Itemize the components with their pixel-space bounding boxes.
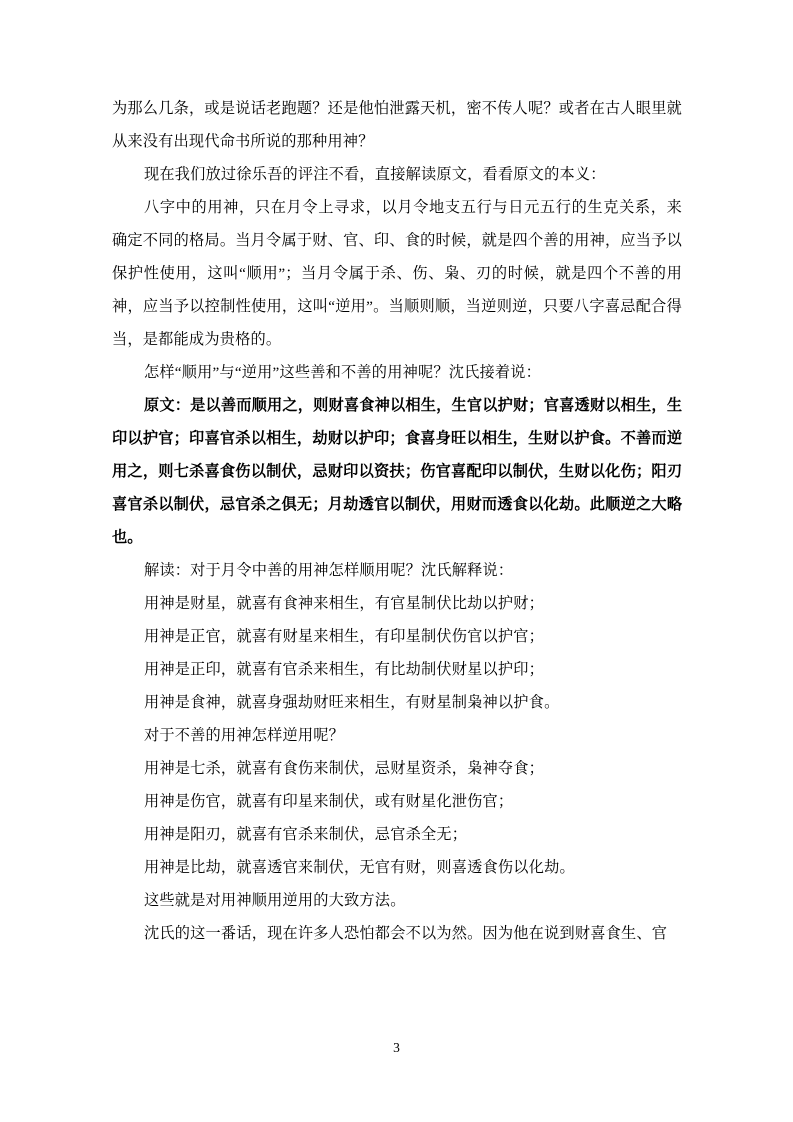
paragraph: 用神是财星，就喜有食神来相生，有官星制伏比劫以护财； xyxy=(144,595,545,612)
page-body xyxy=(112,92,682,950)
paragraph: 用神是阳刃，就喜有官杀来制伏，忌官杀全无； xyxy=(144,826,468,843)
paragraph: 用神是七杀，就喜有食伤来制伏，忌财星资杀，枭神夺食； xyxy=(144,760,545,777)
paragraph: 用神是正官，就喜有财星来相生，有印星制伏伤官以护官； xyxy=(144,628,545,645)
paragraph: 用神是比劫，就喜透官来制伏，无官有财，则喜透食伤以化劫。 xyxy=(144,859,575,876)
paragraph: 对于不善的用神怎样逆用呢？ xyxy=(144,727,345,744)
paragraph: 用神是食神，就喜身强劫财旺来相生，有财星制枭神以护食。 xyxy=(144,694,560,711)
paragraph: 用神是伤官，就喜有印星来制伏，或有财星化泄伤官； xyxy=(144,793,514,810)
paragraph: 解读：对于月令中善的用神怎样顺用呢？沈氏解释说： xyxy=(144,562,514,579)
paragraph: 八字中的用神，只在月令上寻求，以月令地支五行与日元五行的生克关系，来确定不同的格局。当月令属于财、官、印、食的时候，就是四个善的用神，应当予以保护性使用，这叫“顺用”；当月令属于杀、伤、枭、刃的时候，就是四个不善的用神，应当予以控制性使用，这叫“逆用”。当顺则顺，当逆则逆，只要八字喜忌配合得当，是都能成为贵格的。 xyxy=(112,199,682,348)
paragraph: 这些就是对用神顺用逆用的大致方法。 xyxy=(144,892,406,909)
paragraph: 现在我们放过徐乐吾的评注不看，直接解读原文，看看原文的本义： xyxy=(144,166,606,183)
page-number: 3 xyxy=(393,1040,400,1055)
paragraph: 怎样“顺用”与“逆用”这些善和不善的用神呢？沈氏接着说： xyxy=(144,364,542,381)
paragraph: 为那么几条，或是说话老跑题？还是他怕泄露天机，密不传人呢？或者在古人眼里就从来没有出现代命书所说的那种用神？ xyxy=(112,100,682,150)
paragraph-original-text: 原文：是以善而顺用之，则财喜食神以相生，生官以护财；官喜透财以相生，生印以护官；印喜官杀以相生，劫财以护印；食喜身旺以相生，生财以护食。不善而逆用之，则七杀喜食伤以制伏，忌财印以资扶；伤官喜配印以制伏，生财以化伤；阳刃喜官杀以制伏，忌官杀之俱无；月劫透官以制伏，用财而透食以化劫。此顺逆之大略也。 xyxy=(112,397,682,546)
paragraph: 沈氏的这一番话，现在许多人恐怕都会不以为然。因为他在说到财喜食生、官 xyxy=(144,925,668,942)
paragraph: 用神是正印，就喜有官杀来相生，有比劫制伏财星以护印； xyxy=(144,661,545,678)
